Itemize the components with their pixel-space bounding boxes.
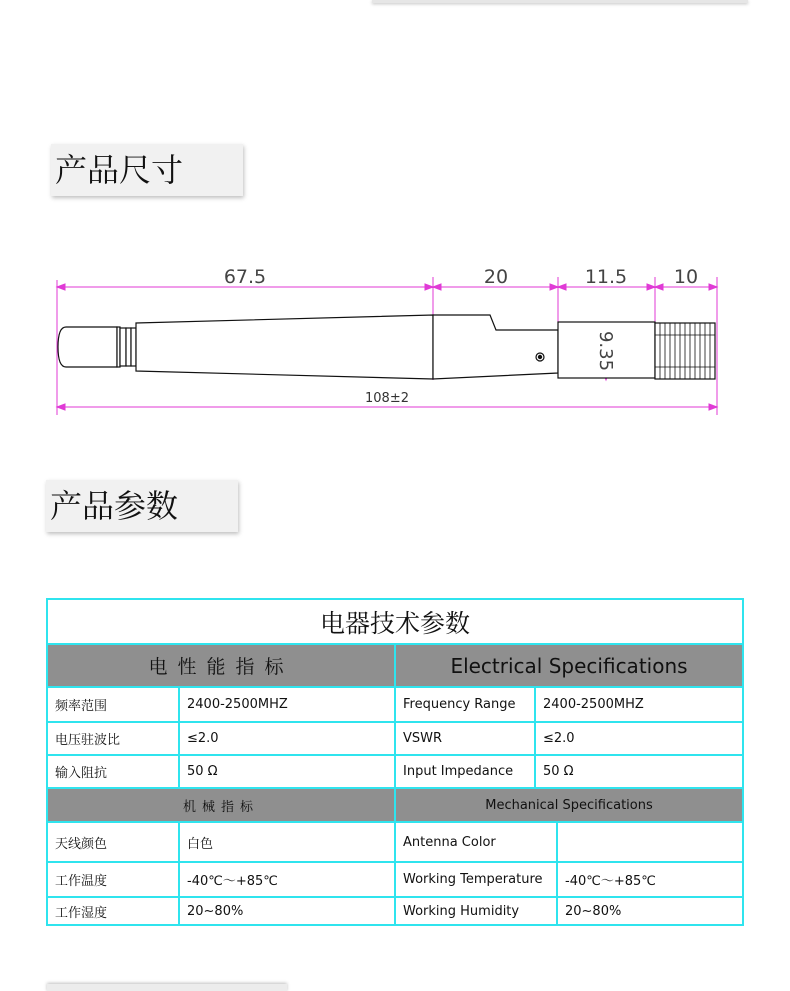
top-divider-bar: [372, 0, 748, 3]
table-row: [47, 722, 743, 755]
spec-table-title: 电器技术参数: [47, 599, 743, 644]
electrical-header-cn: 电性能指标: [47, 644, 395, 687]
cell-cn-value: ≤2.0: [179, 722, 395, 755]
cell-en-label: Input Impedance: [395, 755, 535, 788]
dim-label-10: 10: [673, 266, 699, 288]
table-row: [47, 862, 743, 897]
cell-cn-value: 50 Ω: [179, 755, 395, 788]
dim-label-11-5: 11.5: [584, 266, 628, 288]
cell-en-value: 50 Ω: [535, 755, 743, 788]
table-row: [47, 755, 743, 788]
table-row: [47, 897, 743, 925]
electrical-header-en: Electrical Specifications: [395, 644, 743, 687]
cell-en-label: Working Temperature: [395, 862, 557, 897]
cell-en-value: ≤2.0: [535, 722, 743, 755]
mechanical-header-en: Mechanical Specifications: [395, 788, 743, 822]
cell-cn-label: 输入阻抗: [47, 755, 179, 788]
cell-cn-label: 电压驻波比: [47, 722, 179, 755]
cell-cn-label: 工作湿度: [47, 897, 179, 925]
section-title-dimensions: 产品尺寸: [51, 144, 243, 196]
cell-en-value: 20~80%: [557, 897, 743, 925]
dim-label-total: 108±2: [365, 391, 409, 406]
dim-label-diameter: 9.35: [595, 330, 616, 372]
cell-cn-label: 频率范围: [47, 687, 179, 722]
antenna-dimension-drawing: [40, 255, 740, 430]
dim-label-67-5: 67.5: [223, 266, 267, 288]
cell-en-value: 2400-2500MHZ: [535, 687, 743, 722]
cell-cn-label: 工作温度: [47, 862, 179, 897]
mechanical-header-cn: 机械指标: [47, 788, 395, 822]
cell-cn-value: -40℃～+85℃: [179, 862, 395, 897]
cell-cn-value: 20~80%: [179, 897, 395, 925]
cell-en-value: [557, 822, 743, 862]
table-row: [47, 822, 743, 862]
spec-table: [46, 598, 744, 926]
dim-label-20: 20: [483, 266, 509, 288]
cell-en-label: Frequency Range: [395, 687, 535, 722]
next-section-box: [47, 984, 287, 991]
cell-cn-value: 2400-2500MHZ: [179, 687, 395, 722]
table-row: [47, 687, 743, 722]
section-title-parameters: 产品参数: [46, 480, 238, 532]
cell-cn-value: 白色: [179, 822, 395, 862]
cell-en-label: VSWR: [395, 722, 535, 755]
cell-en-label: Antenna Color: [395, 822, 557, 862]
cell-cn-label: 天线颜色: [47, 822, 179, 862]
cell-en-label: Working Humidity: [395, 897, 557, 925]
cell-en-value: -40℃～+85℃: [557, 862, 743, 897]
